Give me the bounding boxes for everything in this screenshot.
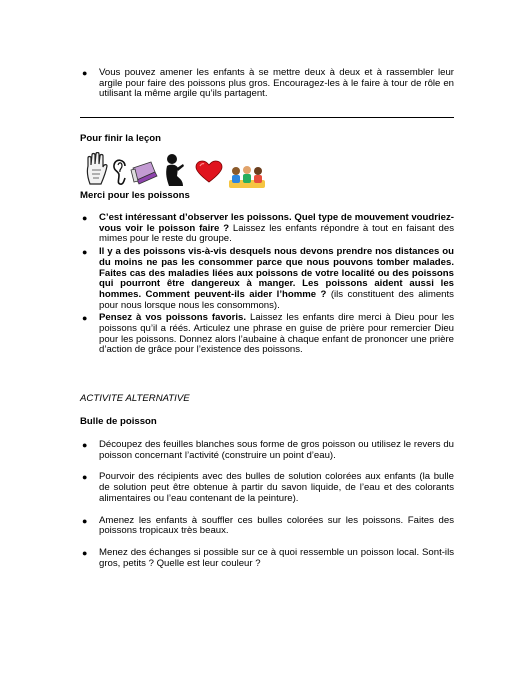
list-item-bold: C’est intéressant d’observer les poissons. Quel type de mouvement voudriez-vous voir le poisson faire ? bbox=[99, 212, 454, 234]
list-item-text: Vous pouvez amener les enfants à se mettre deux à deux et à rassembler leur argile pour faire des poissons plus gros. Encouragez-les à le faire à tour de rôle en utilisant la même argile qu’ils partagent. bbox=[99, 67, 454, 100]
bullet-icon: ● bbox=[82, 213, 88, 223]
subsection-title: Merci pour les poissons bbox=[80, 190, 190, 201]
list-item-text: Menez des échanges si possible sur ce à quoi ressemble un poisson local. Sont-ils gros, petits ? Quelle est leur couleur ? bbox=[99, 546, 454, 569]
bullet-icon: ● bbox=[82, 547, 88, 558]
section-title: Pour finir la leçon bbox=[80, 133, 162, 144]
list-item-text: Découpez des feuilles blanches sous forme de gros poisson ou utilisez le revers du poisson concernant l’activité (construire un point d’eau). bbox=[99, 439, 454, 461]
bullet-icon: ● bbox=[82, 472, 88, 483]
list-item bbox=[80, 68, 454, 100]
list-item-text: Laissez les enfants dire merci à Dieu pour les poissons qu’il a réés. Articulez une phrase en guise de prière pour remercier Dieu pour les poissons. Donnez alors l’aubaine à chaque enfant de prononcer une prière d’action de grâce pour l’existence des poissons. bbox=[99, 312, 454, 356]
section-divider bbox=[80, 117, 454, 118]
children-group-icon bbox=[227, 162, 267, 190]
thanks-list bbox=[80, 213, 454, 356]
bullet-icon: ● bbox=[82, 440, 88, 450]
hand-icon bbox=[85, 152, 109, 186]
list-item bbox=[80, 516, 454, 537]
subsection-title: Bulle de poisson bbox=[80, 416, 157, 427]
intro-list bbox=[80, 68, 454, 100]
list-item bbox=[80, 472, 454, 504]
list-item bbox=[80, 313, 454, 356]
list-item-bold: Il y a des poissons vis-à-vis desquels nous devons prendre nos distances ou du moins ne pas les consommer parce que nous pouvons tomber malades. Faites cas des maladies liées aux poissons de votre localité ou des poissons qui pourront être dangereux à manger. Les poissons aident aussi les hommes. Comment peuvent-ils aider l’homme ? bbox=[99, 246, 454, 300]
bubble-activity-list bbox=[80, 440, 454, 569]
praying-hands-icon bbox=[129, 160, 159, 186]
alternative-activity-title: ACTIVITE ALTERNATIVE bbox=[80, 393, 190, 404]
bullet-icon: ● bbox=[82, 313, 88, 324]
ear-icon bbox=[111, 156, 129, 186]
bullet-icon: ● bbox=[82, 247, 88, 258]
bullet-icon: ● bbox=[82, 68, 88, 78]
list-item-bold: Pensez à vos poissons favoris. bbox=[99, 312, 247, 324]
list-item bbox=[80, 213, 454, 245]
heart-icon bbox=[195, 160, 223, 184]
list-item-text: Laissez les enfants répondre à tout en faisant des mimes pour le reste du groupe. bbox=[99, 222, 455, 245]
list-item bbox=[80, 548, 454, 569]
list-item bbox=[80, 247, 454, 311]
list-item-text: Pourvoir des récipients avec des bulles de solution colorées aux enfants (la bulle de solution peut être obtenue à partir du savon liquide, de l’eau et des colorants alimentaires ou l’eau contenant de la peinture). bbox=[99, 471, 454, 504]
bullet-icon: ● bbox=[82, 515, 88, 526]
list-item-text: Amenez les enfants à souffler ces bulles colorées sur les poissons. Faites des poissons tropicaux très beaux. bbox=[99, 514, 454, 537]
kneeling-person-icon bbox=[161, 152, 187, 188]
list-item-text: (ils constituent des aliments pour nous lorsque nous les consommons). bbox=[99, 288, 454, 311]
list-item bbox=[80, 440, 454, 461]
